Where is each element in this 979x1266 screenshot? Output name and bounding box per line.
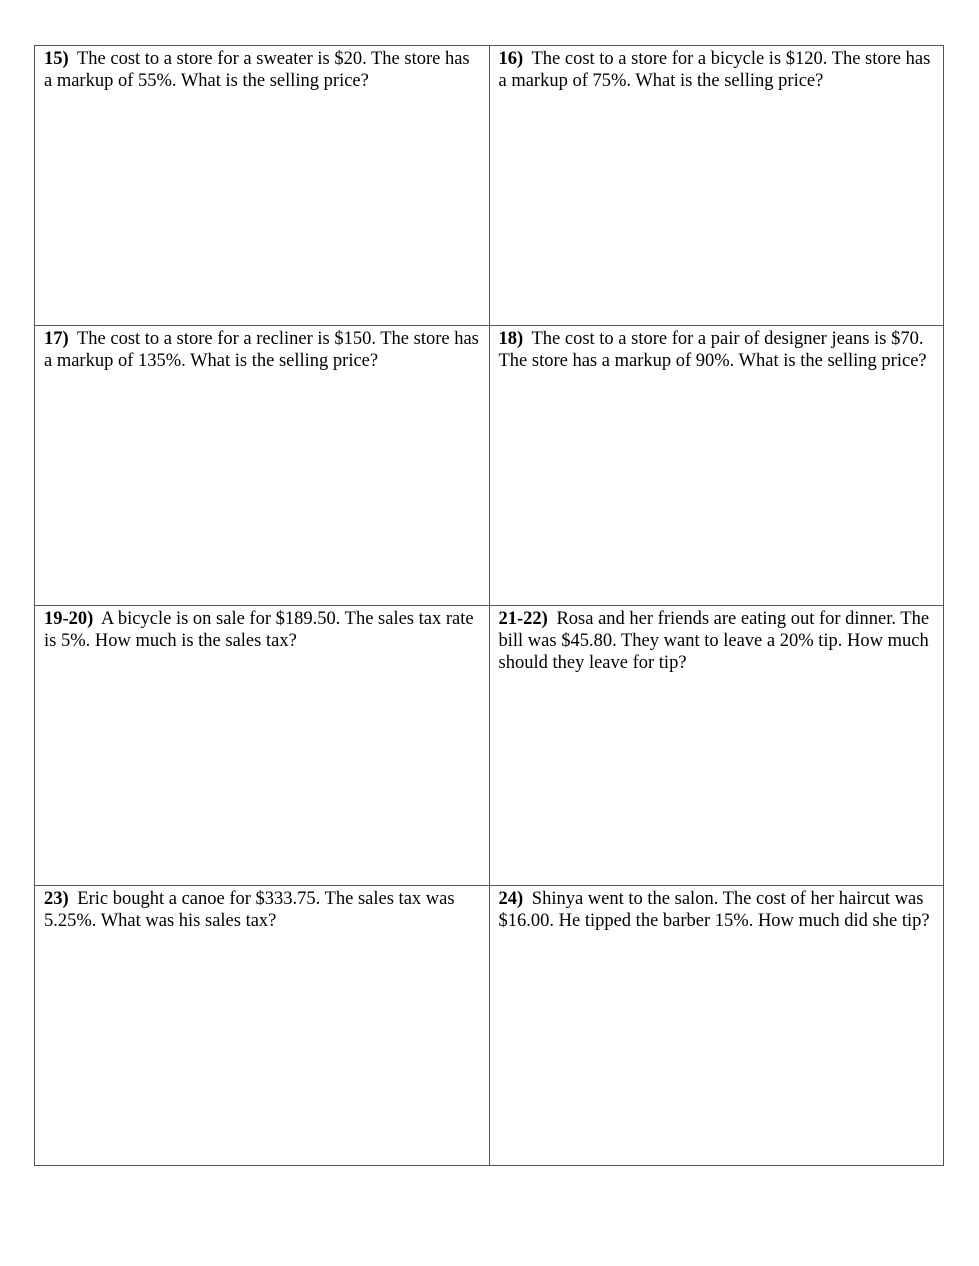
problem-number: 16) (498, 49, 524, 69)
problem-text: Eric bought a canoe for $333.75. The sales tax was 5.25%. What was his sales tax? (44, 889, 455, 931)
problem-text: A bicycle is on sale for $189.50. The sales tax rate is 5%. How much is the sales tax? (44, 609, 474, 651)
problem-row (35, 46, 944, 326)
problem-number: 24) (498, 889, 524, 909)
problem-number: 21-22) (498, 609, 548, 629)
problem-text: Shinya went to the salon. The cost of her haircut was $16.00. He tipped the barber 15%. How much did she tip? (498, 889, 930, 931)
problem-grid (34, 45, 944, 1166)
problem-number: 23) (44, 889, 69, 909)
problem-cell (35, 326, 490, 606)
problem-row (35, 326, 944, 606)
problem-text: Rosa and her friends are eating out for dinner. The bill was $45.80. They want to leave a 20% tip. How much should they leave for tip? (498, 609, 930, 673)
problem-number: 15) (44, 49, 69, 69)
problem-cell (489, 606, 944, 886)
problem-text: The cost to a store for a pair of designer jeans is $70. The store has a markup of 90%. What is the selling price? (498, 329, 927, 371)
problem-cell (35, 886, 490, 1166)
problem-cell (35, 606, 490, 886)
problem-cell (35, 46, 490, 326)
problem-cell (489, 46, 944, 326)
problem-cell (489, 886, 944, 1166)
problem-row (35, 886, 944, 1166)
problem-number: 19-20) (44, 609, 94, 629)
problem-text: The cost to a store for a bicycle is $120. The store has a markup of 75%. What is the selling price? (498, 49, 931, 91)
problem-row (35, 606, 944, 886)
problem-number: 18) (498, 329, 524, 349)
problem-number: 17) (44, 329, 69, 349)
problem-text: The cost to a store for a sweater is $20. The store has a markup of 55%. What is the selling price? (44, 49, 470, 91)
problem-text: The cost to a store for a recliner is $150. The store has a markup of 135%. What is the selling price? (44, 329, 479, 371)
problem-cell (489, 326, 944, 606)
